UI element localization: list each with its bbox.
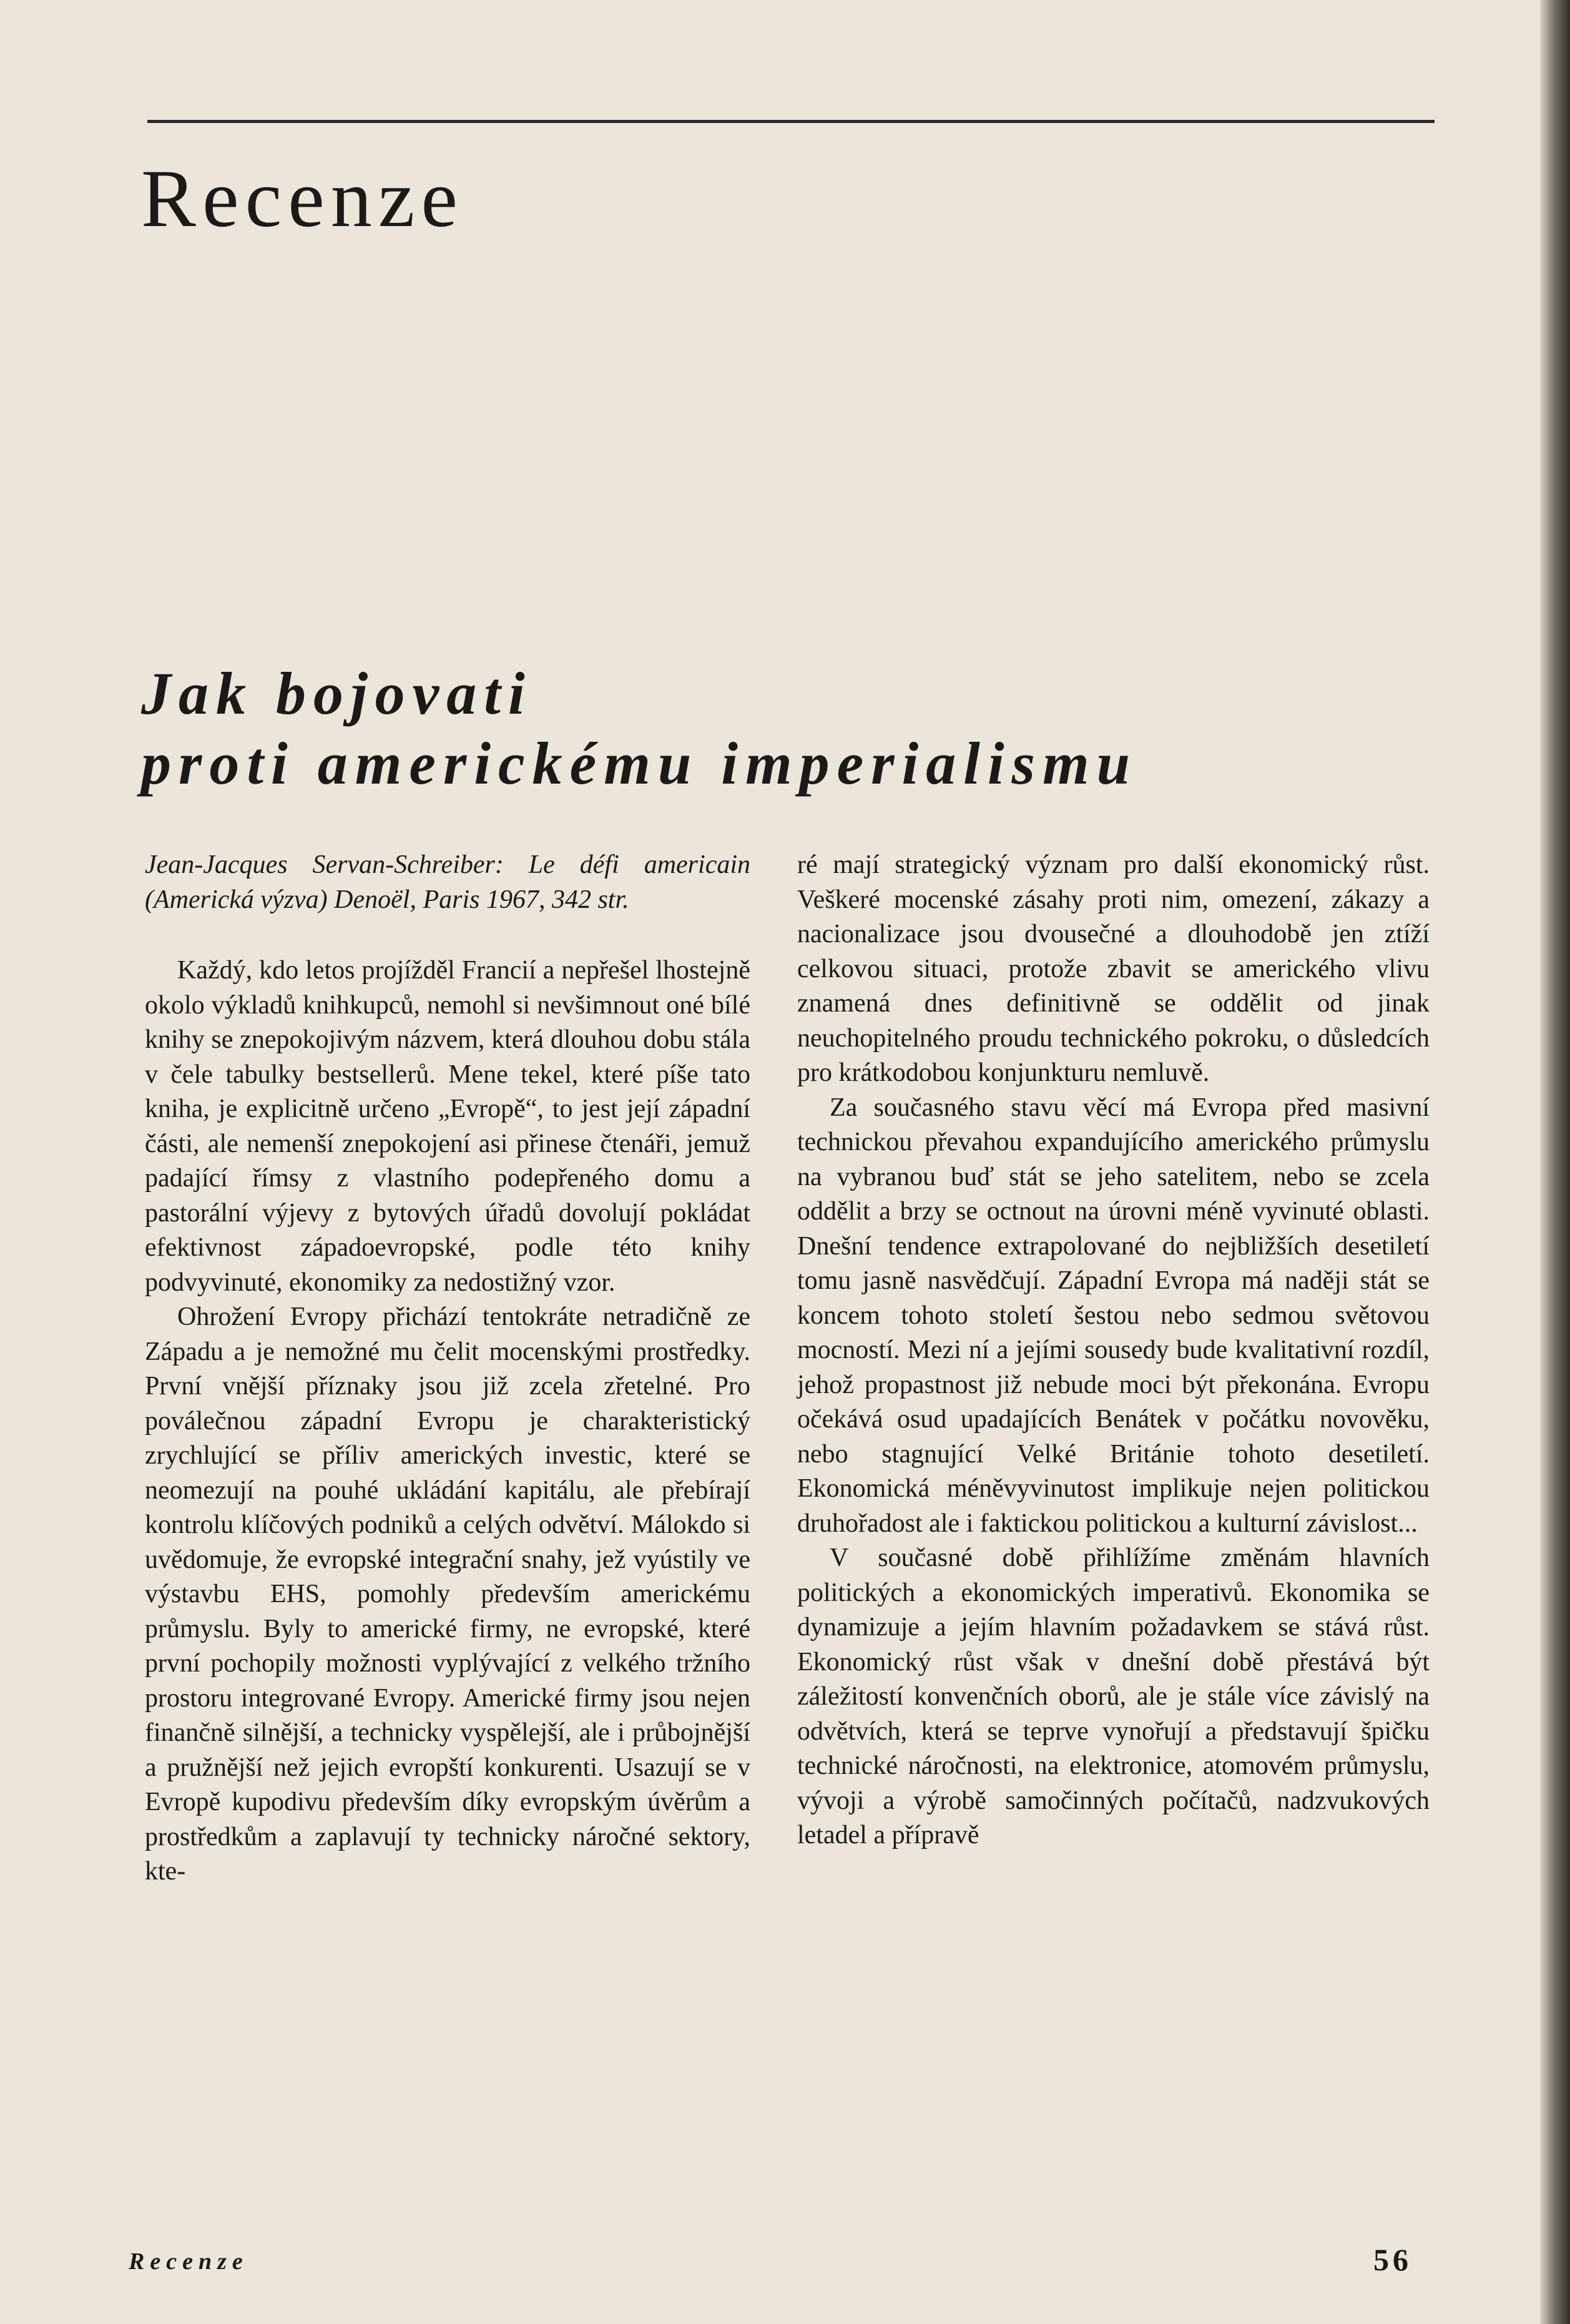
article-title-line-2: proti americkému imperialismu	[141, 730, 1138, 797]
page-number: 56	[1373, 2242, 1412, 2277]
right-column	[797, 848, 1430, 1853]
left-column	[145, 848, 750, 1889]
body-paragraph: Ohrožení Evropy přichází tentokráte netradičně ze Západu a je nemožné mu čelit mocenskými prostředky. První vnější příznaky jsou již zcela zřetelné. Pro poválečnou západní Evropu je charakteristický zrychlující se příliv amerických investic, které se neomezují na pouhé ukládání kapitálu, ale přebírají kontrolu klíčových podniků a celých odvětví. Málokdo si uvědomuje, že evropské integrační snahy, jež vyústily ve výstavbu EHS, pomohly především americkému průmyslu. Byly to americké firmy, ne evropské, které první pochopily možnosti vyplývající z velkého tržního prostoru integrované Evropy. Americké firmy jsou nejen finančně silnější, a technicky vyspělejší, ale i průbojnější a pružnější než jejich evropští konkurenti. Usazují se v Evropě kupodivu především díky evropským úvěrům a prostředkům a zaplavují ty technicky náročné sektory, kte-	[145, 1302, 750, 1886]
body-paragraph-continuation: ré mají strategický význam pro další ekonomický růst. Veškeré mocenské zásahy proti nim, omezení, zákazy a nacionalizace jsou dvousečné a dlouhodobě jen ztíží celkovou situaci, protože zbavit se amerického vlivu znamená dnes definitivně se oddělit od jinak neuchopitelného proudu technického pokroku, o důsledcích pro krátkodobou konjunkturu nemluvě.	[797, 850, 1430, 1087]
body-paragraph: V současné době přihlížíme změnám hlavních politických a ekonomických imperativů. Ekonomika se dynamizuje a jejím hlavním požadavkem se stává růst. Ekonomický růst však v dnešní době přestává být záležitostí konvenčních oborů, ale je stále více závislý na odvětvích, která se teprve vynořují a představují špičku technické náročnosti, na elektronice, atomovém průmyslu, vývoji a výrobě samočinných počítačů, nadzvukových letadel a přípravě	[797, 1544, 1430, 1849]
section-title: Recenze	[141, 152, 464, 244]
book-spine-shadow	[1540, 0, 1570, 2324]
body-paragraph: Každý, kdo letos projížděl Francií a nepřešel lhostejně okolo výkladů knihkupců, nemohl si nevšimnout oné bílé knihy se znepokojivým názvem, která dlouhou dobu stála v čele tabulky bestsellerů. Mene tekel, které píše tato kniha, je explicitně určeno „Evropě“, to jest její západní části, ale nemenší znepokojení asi přinese čtenáři, jemuž padající římsy z vlastního podepřeného domu a pastorální výjevy z bytových úřadů dovolují pokládat efektivnost západoevropské, podle této knihy podvyvinuté, ekonomiky za nedostižný vzor.	[145, 956, 750, 1297]
body-paragraph: Za současného stavu věcí má Evropa před masivní technickou převahou expandujícího amerického průmyslu na vybranou buď stát se jeho satelitem, nebo se zcela oddělit a brzy se octnout na úrovni méně vyvinuté oblasti. Dnešní tendence extrapolované do nejbližších desetiletí tomu jasně nasvědčují. Západní Evropa má naději stát se koncem tohoto století šestou nebo sedmou světovou mocností. Mezi ní a jejími sousedy bude kvalitativní rozdíl, jehož propastnost již nebude moci být překonána. Evropu očekává osud upadajících Benátek v počátku novověku, nebo stagnující Velké Británie tohoto desetiletí. Ekonomická méněvyvinutost implikuje nejen politickou druhořadost ale i faktickou politickou a kulturní závislost...	[797, 1093, 1430, 1538]
bibliographic-reference: Jean-Jacques Servan-Schreiber: Le défi americain (Americká výzva) Denoël, Paris 1967, 342 str.	[145, 850, 750, 914]
running-footer-label: Recenze	[129, 2248, 248, 2275]
article-title	[141, 659, 1137, 799]
top-rule	[147, 120, 1435, 123]
article-title-line-1: Jak bojovati	[141, 660, 532, 727]
